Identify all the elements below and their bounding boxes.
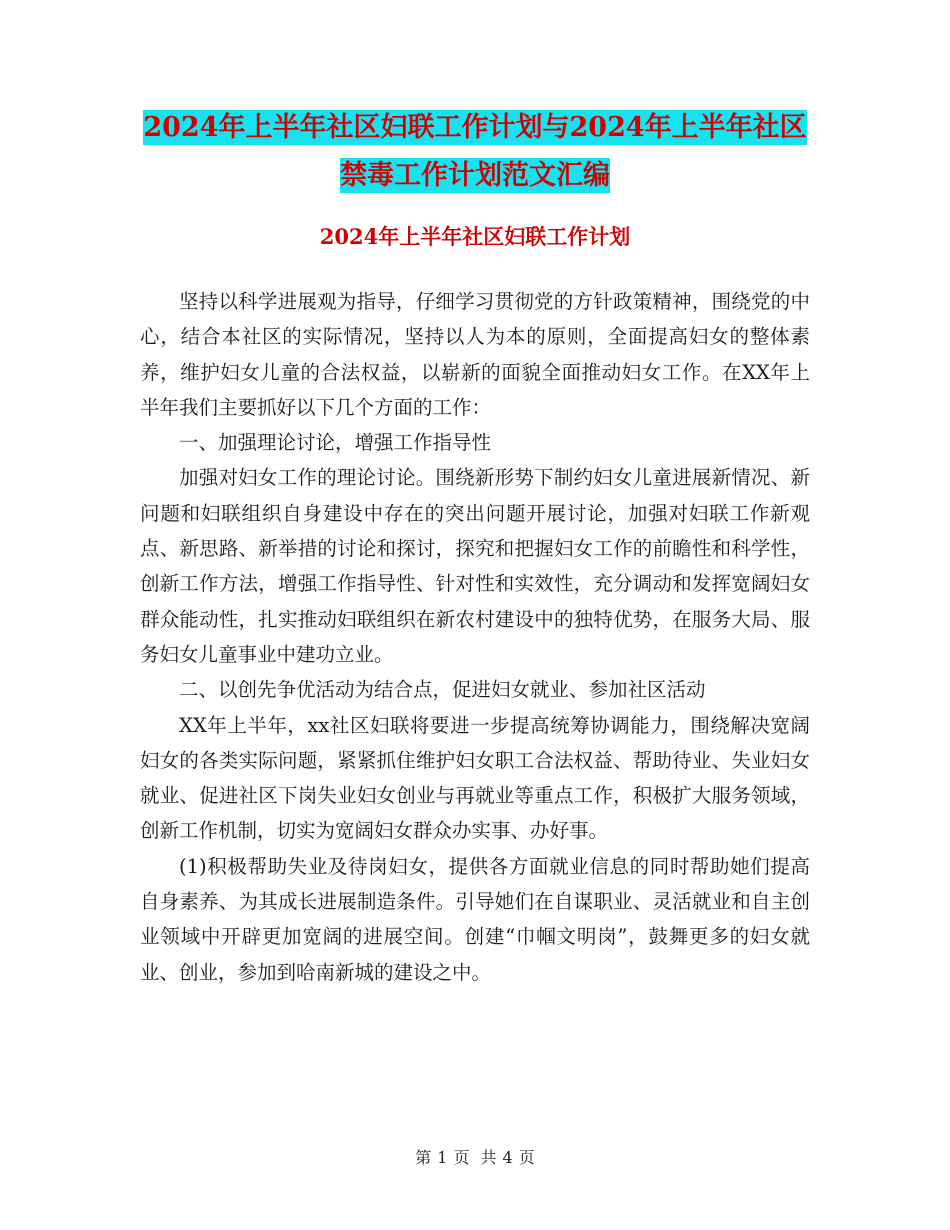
title-line-2: 禁毒工作计划范文汇编: [340, 160, 610, 191]
footer-mid: 页 共: [453, 1148, 497, 1167]
document-title: [0, 104, 950, 200]
footer-current-page: 1: [437, 1148, 448, 1167]
document-body: [140, 284, 810, 990]
heading-one: 一、加强理论讨论，增强工作指导性: [179, 431, 492, 455]
footer-prefix: 第: [415, 1148, 432, 1167]
footer-total-pages: 4: [502, 1148, 513, 1167]
heading-two: 二、以创先争优活动为结合点，促进妇女就业、参加社区活动: [179, 678, 706, 702]
page-footer: [0, 1146, 950, 1170]
footer-suffix: 页: [518, 1148, 535, 1167]
paragraph-intro: 坚持以科学进展观为指导，仔细学习贯彻党的方针政策精神，围绕党的中心，结合本社区的实际情况，坚持以人为本的原则，全面提高妇女的整体素养，维护妇女儿童的合法权益，以崭新的面貌全面推动妇女工作。在XX年上半年我们主要抓好以下几个方面的工作：: [140, 290, 810, 419]
section-title: 2024年上半年社区妇联工作计划: [319, 224, 631, 249]
paragraph-employment: XX年上半年，xx社区妇联将要进一步提高统筹协调能力，围绕解决宽阔妇女的各类实际问题，紧紧抓住维护妇女职工合法权益、帮助待业、失业妇女就业、促进社区下岗失业妇女创业与再就业等重点工作，积极扩大服务领域，创新工作机制，切实为宽阔妇女群众办实事、办好事。: [140, 713, 810, 843]
paragraph-item-1: (1)积极帮助失业及待岗妇女，提供各方面就业信息的同时帮助她们提高自身素养、为其成长进展制造条件。引导她们在自谋职业、灵活就业和自主创业领域中开辟更加宽阔的进展空间。创建“巾帼文明岗”，鼓舞更多的妇女就业、创业，参加到哈南新城的建设之中。: [140, 854, 810, 984]
title-line-1: 2024年上半年社区妇联工作计划与2024年上半年社区: [143, 112, 807, 143]
paragraph-theory: 加强对妇女工作的理论讨论。围绕新形势下制约妇女儿童进展新情况、新问题和妇联组织自身建设中存在的突出问题开展讨论，加强对妇联工作新观点、新思路、新举措的讨论和探讨，探究和把握妇女工作的前瞻性和科学性，创新工作方法，增强工作指导性、针对性和实效性，充分调动和发挥宽阔妇女群众能动性，扎实推动妇联组织在新农村建设中的独特优势，在服务大局、服务妇女儿童事业中建功立业。: [140, 466, 810, 666]
